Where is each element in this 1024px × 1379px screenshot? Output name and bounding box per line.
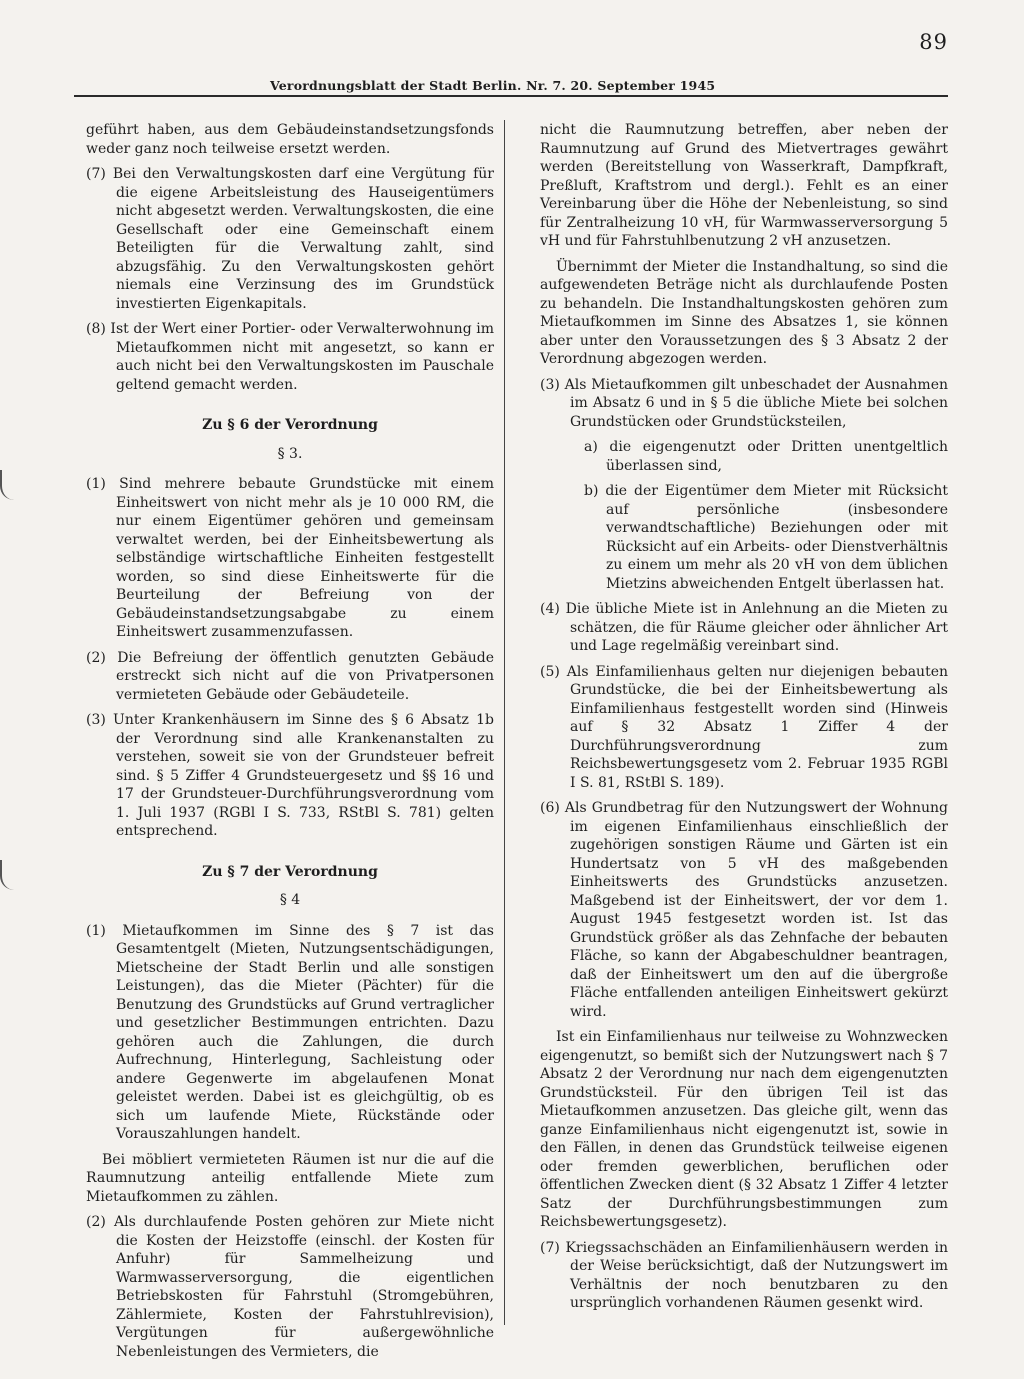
paragraph-4: (4) Die übliche Miete ist in Anlehnung an die Mieten zu schätzen, die für Räume gleicher oder ähnlicher Art und Lage regelmäßig vereinbart sind. bbox=[540, 601, 948, 654]
section-4-mark: § 4 bbox=[279, 892, 301, 908]
right-column bbox=[540, 121, 948, 1320]
page-number: 89 bbox=[919, 30, 948, 54]
section-4-paragraph-2: (2) Als durchlaufende Posten gehören zur Miete nicht die Kosten der Heizstoffe (einschl. der Kosten für Anfuhr) für Sammelheizung und Warmwasserversorgung, die eigentlichen Betriebskosten für Fahrstuhl (Stromgebühren, Zählermiete, Kosten der Fahrstuhlrevision), Vergütungen für außergewöhnliche Nebenleistungen des Vermieters, die bbox=[86, 1214, 494, 1360]
paragraph-6b: Ist ein Einfamilienhaus nur teilweise zu Wohnzwecken eigengenutzt, so bemißt sich der Nutzungswert nach § 7 Absatz 2 der Verordnung nur nach dem eigengenutzten Grundstücksteil. Für den übrigen Teil ist das Mietaufkommen anzusetzen. Das gleiche gilt, wenn das ganze Einfamilienhaus nicht eigengenutzt ist, sowie in den Fällen, in denen das Grundstück teilweise eigenen oder fremden gewerblichen, beruflichen oder öffentlichen Zwecken dient (§ 32 Absatz 1 Ziffer 4 letzter Satz der Durchführungsbestimmungen zum Reichsbewertungsgesetz). bbox=[540, 1029, 948, 1230]
paragraph-7: (7) Bei den Verwaltungskosten darf eine Vergütung für die eigene Arbeitsleistung des Hauseigentümers nicht abgesetzt werden. Verwaltungskosten, die eine Gesellschaft oder eine Gemeinschaft einem Beteiligten für die Verwaltung zahlt, sind abzugsfähig. Zu den Verwaltungskosten gehört niemals eine Verzinsung des im Grundstück investierten Eigenkapitals. bbox=[86, 166, 494, 312]
running-head: Verordnungsblatt der Stadt Berlin. Nr. 7. 20. September 1945 bbox=[270, 78, 716, 93]
column-divider bbox=[504, 120, 505, 1325]
paragraph-3-item-b: b) die der Eigentümer dem Mieter mit Rücksicht auf persönliche (insbesondere verwandtschaftliche) Beziehungen oder mit Rücksicht auf ein Arbeits- oder Dienstverhältnis zu einem um mehr als 20 vH von dem üblichen Mietzins abweichenden Entgelt überlassen hat. bbox=[584, 483, 948, 592]
paragraph-8: (8) Ist der Wert einer Portier- oder Verwalterwohnung im Mietaufkommen nicht mit angesetzt, so kann er auch nicht bei den Verwaltungskosten im Pauschale geltend gemacht werden. bbox=[86, 321, 494, 393]
section-3-paragraph-1: (1) Sind mehrere bebaute Grundstücke mit einem Einheitswert von nicht mehr als je 10 000 RM, die nur einem Eigentümer gehören und gemeinsam verwaltet werden, bei der Einheitsbewertung als selbständige wirtschaftliche Einheiten festgestellt worden, so sind diese Einheitswerte für die Beurteilung der Befreiung von der Gebäudeinstandsetzungsabgabe zu einem Einheitswert zusammenzufassen. bbox=[86, 476, 494, 640]
heading-zu-7: Zu § 7 der Verordnung bbox=[202, 863, 378, 880]
paragraph-7-right: (7) Kriegssachschäden an Einfamilienhäusern werden in der Weise berücksichtigt, daß der Nutzungswert im Verhältnis der noch benutzbaren zu den ursprünglich vorhandenen Räumen gesenkt wird. bbox=[540, 1239, 948, 1311]
paragraph-5: (5) Als Einfamilienhaus gelten nur diejenigen bebauten Grundstücke, die bei der Einheitsbewertung als Einfamilienhaus festgestellt worden sind (Hinweis auf § 32 Absatz 1 Ziffer 4 der Durchführungsverordnung zum Reichsbewertungsgesetz vom 2. Februar 1935 RGBl I S. 81, RStBl S. 189). bbox=[540, 663, 948, 791]
section-4-paragraph-1b: Bei möbliert vermieteten Räumen ist nur die auf die Raumnutzung anteilig entfallende Miete zum Mietaufkommen zu zählen. bbox=[86, 1151, 494, 1205]
paragraph-continued-right: nicht die Raumnutzung betreffen, aber neben der Raumnutzung auf Grund des Mietvertrages gewährt werden (Bereitstellung von Wasserkraft, Dampfkraft, Preßluft, Kraftstrom und dergl.). Fehlt es an einer Vereinbarung über die Höhe der Nebenleistung, so sind für Zentralheizung 10 vH, für Warmwasserversorgung 5 vH und für Fahrstuhlbenutzung 2 vH anzusetzen. bbox=[540, 122, 948, 249]
left-column bbox=[86, 121, 494, 1368]
paragraph-6: (6) Als Grundbetrag für den Nutzungswert der Wohnung im eigenen Einfamilienhaus einschließlich der zugehörigen sonstigen Räume und Gärten ist ein Hundertsatz von 5 vH des maßgebenden Einheitswerts des Grundstücks anzusetzen. Maßgebend ist der Einheitswert, der vor dem 1. August 1945 festgesetzt worden ist. Ist das Grundstück größer als das Zehnfache der bebauten Fläche, so kann der Abgabeschuldner beantragen, daß der Einheitswert um den auf die übergroße Fläche entfallenden anteiligen Einheitswert gekürzt wird. bbox=[540, 800, 948, 1020]
paragraph-3-item-a: a) die eigengenutzt oder Dritten unentgeltlich überlassen sind, bbox=[584, 439, 948, 474]
heading-zu-6: Zu § 6 der Verordnung bbox=[202, 417, 378, 433]
paragraph-3: (3) Als Mietaufkommen gilt unbeschadet der Ausnahmen im Absatz 6 und in § 5 die übliche Miete bei solchen Grundstücken oder Grundstücksteilen, bbox=[540, 376, 948, 430]
section-3-mark: § 3. bbox=[277, 445, 303, 462]
section-3-paragraph-2: (2) Die Befreiung der öffentlich genutzten Gebäude erstreckt sich nicht auf die von Privatpersonen vermieteten Gebäude oder Gebäudeteile. bbox=[86, 649, 494, 703]
section-4-paragraph-1: (1) Mietaufkommen im Sinne des § 7 ist das Gesamtentgelt (Mieten, Nutzungsentschädigungen, Mietscheine der Stadt Berlin und alle sonstigen Leistungen), das die Mieter (Pächter) für die Benutzung des Grundstücks auf Grund vertraglicher und gesetzlicher Bestimmungen entrichten. Dazu gehören auch die Zahlungen, die durch Aufrechnung, Hinterlegung, Sachleistung oder andere Gegenwerte im abgelaufenen Monat geleistet werden. Dabei ist es gleichgültig, ob es sich um laufende Miete, Rückstände oder Vorauszahlungen handelt. bbox=[86, 922, 494, 1142]
header-rule bbox=[74, 95, 948, 97]
section-3-paragraph-3: (3) Unter Krankenhäusern im Sinne des § 6 Absatz 1b der Verordnung sind alle Krankenanstalten zu verstehen, soweit sie von der Grundsteuer befreit sind. § 5 Ziffer 4 Grundsteuergesetz und §§ 16 und 17 der Grundsteuer-Durchführungsverordnung vom 1. Juli 1937 (RGBl I S. 733, RStBl S. 781) gelten entsprechend. bbox=[86, 712, 494, 839]
paragraph-continued: geführt haben, aus dem Gebäudeinstandsetzungsfonds weder ganz noch teilweise ersetzt werden. bbox=[86, 122, 494, 157]
margin-bracket-mark bbox=[0, 860, 16, 890]
paragraph-instandhaltung: Übernimmt der Mieter die Instandhaltung, so sind die aufgewendeten Beträge nicht als durchlaufende Posten zu behandeln. Die Instandhaltungskosten gehören zum Mietaufkommen im Sinne des Absatzes 1, sie können aber unter den Voraussetzungen des § 3 Absatz 2 der Verordnung abgezogen werden. bbox=[540, 258, 948, 367]
margin-bracket-mark bbox=[0, 470, 16, 500]
